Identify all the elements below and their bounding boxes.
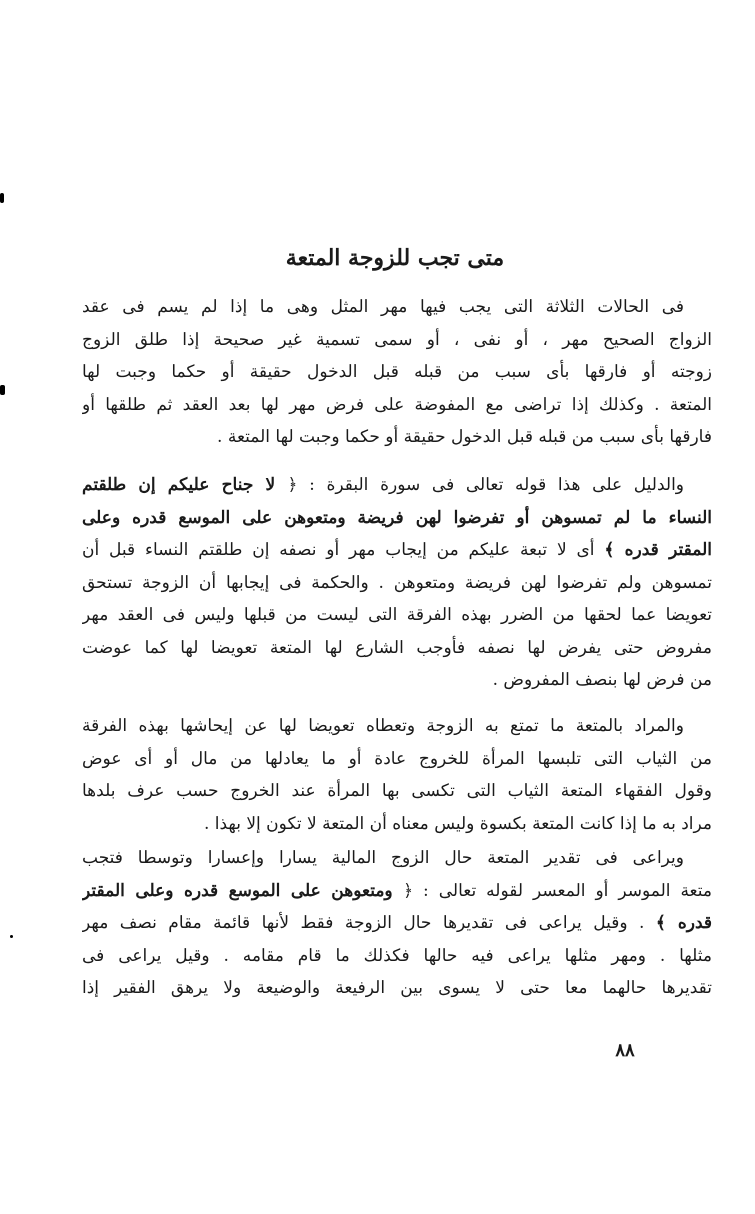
quran-verse: المقتر قدره ﴾ — [604, 540, 712, 560]
paragraph-2-line — [82, 534, 712, 567]
verse-intro: متعة الموسر أو المعسر لقوله تعالى : ﴿ — [403, 880, 712, 901]
paragraph-1-line: المتعة . وكذلك إذا تراضى مع المفوضة على فرض مهر لها بعد العقد ثم طلقها أو — [82, 394, 712, 415]
verse-explanation: أى لا تبعة عليكم من إيجاب مهر أو نصفه إن طلقتم النساء قبل أن — [82, 540, 605, 560]
paragraph-4-line — [82, 875, 712, 908]
paragraph-2 — [82, 469, 712, 697]
verse-intro: والدليل على هذا قوله تعالى فى سورة البقرة : ﴿ — [287, 475, 685, 495]
quran-verse: لا جناح عليكم إن طلقتم — [82, 475, 288, 495]
paragraph-3-line: والمراد بالمتعة ما تمتع به الزوجة وتعطاه تعويضا لها عن إيحاشها بهذه الفرقة — [82, 716, 684, 736]
scan-dot-mark — [0, 193, 4, 203]
page-number: ٨٨ — [615, 1040, 635, 1061]
paragraph-1 — [82, 291, 712, 454]
quran-verse: النساء ما لم تمسوهن أو تفرضوا لهن فريضة ومتعوهن على الموسع قدره وعلى — [82, 507, 712, 528]
scan-dot-mark — [10, 935, 13, 938]
paragraph-1-line: فى الحالات الثلاثة التى يجب فيها مهر المثل وهى ما إذا لم يسم فى عقد — [82, 297, 684, 317]
quran-verse: قدره ﴾ — [655, 913, 712, 933]
paragraph-1-line: زوجته أو فارقها بأى سبب من قبله قبل الدخول حقيقة أو حكما وجبت لها — [82, 362, 712, 382]
paragraph-1-line: الزواج الصحيح مهر ، أو نفى ، أو سمى تسمية غير صحيحة إذا طلق الزوج — [82, 329, 712, 350]
paragraph-1-line: فارقها بأى سبب من قبله قبل الدخول حقيقة أو حكما وجبت لها المتعة . — [217, 427, 712, 447]
paragraph-2-line: من فرض لها بنصف المفروض . — [492, 670, 712, 690]
paragraph-2-line: مفروض حتى يفرض لها نصفه فأوجب الشارع لها المتعة تعويضا لها كما عوضت — [82, 637, 712, 658]
paragraph-4 — [82, 842, 712, 1005]
section-title: متى تجب للزوجة المتعة — [285, 245, 505, 271]
verse-explanation: . وقيل يراعى فى تقديرها حال الزوجة فقط لأنها قائمة مقام نصف مهر — [82, 913, 656, 933]
paragraph-4-line: تقديرها حالهما معا حتى لا يسوى بين الرفيعة والوضيعة ولا يرهق الفقير إذا — [82, 978, 712, 998]
paragraph-2-line — [82, 469, 712, 502]
paragraph-3-line: مراد به ما إذا كانت المتعة بكسوة وليس معناه أن المتعة لا تكون إلا بهذا . — [203, 813, 712, 834]
scan-dot-mark — [0, 385, 5, 395]
paragraph-4-line — [82, 907, 712, 940]
paragraph-3-line: وقول الفقهاء المتعة الثياب التى تكسى بها المرأة عند الخروج حسب عرف بلدها — [82, 781, 712, 801]
paragraph-3-line: من الثياب التى تلبسها المرأة للخروج عادة أو ما يعادلها من مال أو أى عوض — [82, 748, 712, 769]
paragraph-4-line: مثلها . ومهر مثلها يراعى فيه حالها فكذلك ما قام مقامه . وقيل يراعى فى — [82, 945, 712, 966]
paragraph-2-line: تمسوهن ولم تفرضوا لهن فريضة ومتعوهن . والحكمة فى إيجابها أن الزوجة تستحق — [82, 572, 712, 593]
paragraph-3 — [82, 710, 712, 840]
quran-verse: ومتعوهن على الموسع قدره وعلى المقتر — [82, 880, 404, 901]
paragraph-2-line: تعويضا عما لحقها من الضرر بهذه الفرقة التى ليست من قبلها وليس فى العقد مهر — [82, 605, 712, 625]
paragraph-4-line: ويراعى فى تقدير المتعة حال الزوج المالية يسارا وإعسارا وتوسطا فتجب — [82, 848, 684, 868]
